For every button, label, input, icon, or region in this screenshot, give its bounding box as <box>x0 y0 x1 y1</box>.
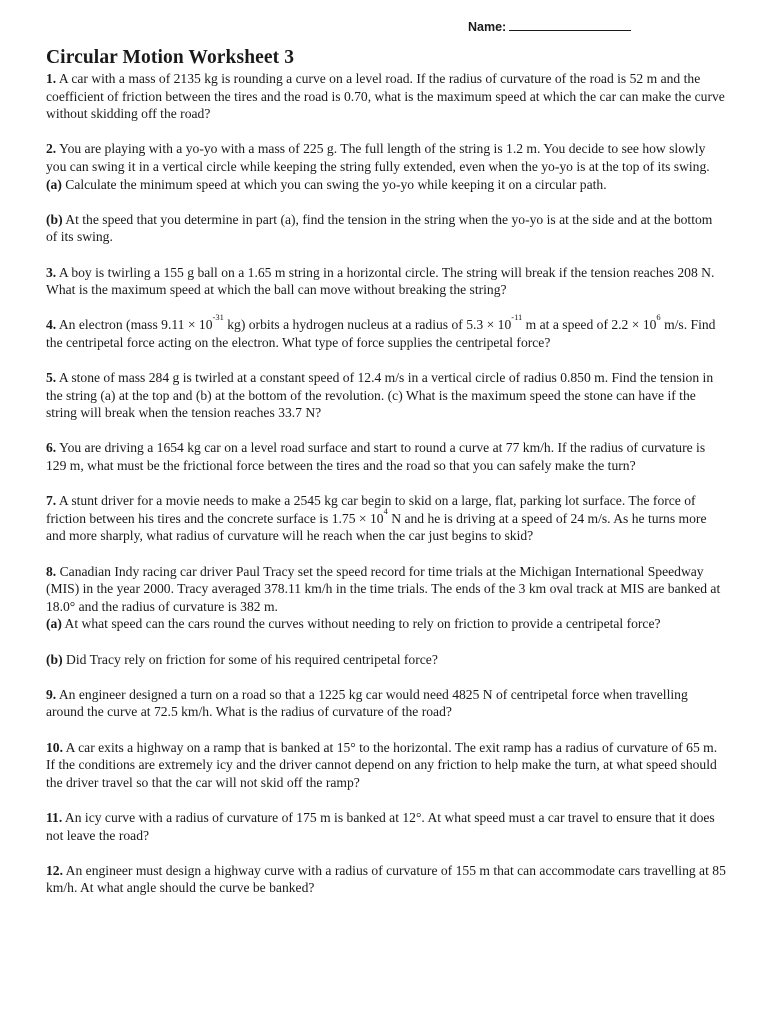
question-text: A car with a mass of 2135 kg is rounding a curve on a level road. If the radius of curvature of the road is 52 m and the coefficient of friction between the tires and the road is 0.70, what is the maximum speed at which the car can make the curve without skidding off the road? <box>46 71 725 122</box>
question-3 <box>46 264 726 299</box>
question-1 <box>46 70 726 123</box>
part-label: (a) <box>46 176 62 192</box>
question-number: 10. <box>46 739 63 755</box>
question-number: 11. <box>46 809 63 825</box>
question-2 <box>46 140 726 175</box>
question-text-part: A stunt driver for a movie needs to make a 2545 kg car begin to skid on a large, flat, parking lot surface. The force of friction between his tires and the concrete surface is 1.75 × 10 <box>46 493 696 526</box>
question-2-part-b <box>46 211 726 246</box>
part-text: At the speed that you determine in part (a), find the tension in the string when the yo-yo is at the side and at the bottom of its swing. <box>46 211 713 245</box>
exponent: 4 <box>383 505 388 516</box>
question-number: 6. <box>46 440 57 456</box>
question-text-part: An electron (mass 9.11 × 10 <box>58 317 213 333</box>
exponent: -11 <box>511 312 523 323</box>
question-2-part-a <box>46 176 726 194</box>
question-text: Canadian Indy racing car driver Paul Tracy set the speed record for time trials at the Michigan International Speedway (MIS) in the year 2000. Tracy averaged 378.11 km/h in the time trials. The ends of the 3 km oval track at MIS are banked at 18.0° and the radius of curvature is 382 m. <box>46 563 721 614</box>
question-4 <box>46 312 726 351</box>
question-11 <box>46 809 726 844</box>
question-number: 2. <box>46 141 57 157</box>
question-number: 3. <box>46 264 57 280</box>
worksheet-title: Circular Motion Worksheet 3 <box>46 47 295 68</box>
question-10 <box>46 739 726 792</box>
question-8 <box>46 563 726 616</box>
question-list <box>46 70 726 897</box>
question-number: 7. <box>46 493 57 509</box>
question-text: An engineer designed a turn on a road so that a 1225 kg car would need 4825 N of centripetal force when travelling around the curve at 72.5 km/h. What is the radius of curvature of the road? <box>46 686 688 720</box>
question-text: You are driving a 1654 kg car on a level road surface and start to round a curve at 77 km/h. If the radius of curvature is 129 m, what must be the frictional force between the tires and the road so that you can safely make the turn? <box>46 440 706 474</box>
question-text: A car exits a highway on a ramp that is banked at 15° to the horizontal. The exit ramp has a radius of curvature of 65 m. If the conditions are extremely icy and the driver cannot depend on any friction to help make the turn, at what speed should the driver travel so that the car will not skid off the ramp? <box>46 739 718 790</box>
question-8-part-a <box>46 615 726 633</box>
question-number: 8. <box>46 563 57 579</box>
question-number: 4. <box>46 317 57 333</box>
question-text: You are playing with a yo-yo with a mass of 225 g. The full length of the string is 1.2 m. You decide to see how slowly you can swing it in a vertical circle while keeping the string fully extended, even when the yo-yo is at the top of its swing. <box>46 141 710 174</box>
question-number: 12. <box>46 862 63 878</box>
question-text: An icy curve with a radius of curvature of 175 m is banked at 12°. At what speed must a car travel to ensure that it does not leave the road? <box>46 809 715 843</box>
question-text-part: kg) orbits a hydrogen nucleus at a radius of 5.3 × 10 <box>223 317 512 333</box>
part-label: (b) <box>46 211 63 227</box>
question-9 <box>46 686 726 721</box>
question-text-part: m at a speed of 2.2 × 10 <box>522 317 657 333</box>
question-8-part-b <box>46 651 726 669</box>
part-label: (a) <box>46 616 62 632</box>
question-text: An engineer must design a highway curve with a radius of curvature of 155 m that can accommodate cars travelling at 85 km/h. At what angle should the curve be banked? <box>46 862 726 896</box>
part-label: (b) <box>46 651 63 667</box>
part-text: At what speed can the cars round the curves without needing to rely on friction to provide a centripetal force? <box>64 616 661 632</box>
name-field <box>468 19 631 34</box>
question-text: A boy is twirling a 155 g ball on a 1.65 m string in a horizontal circle. The string will break if the tension reaches 208 N. What is the maximum speed at which the ball can move without breaking the string? <box>46 264 715 298</box>
exponent: -31 <box>212 312 224 323</box>
question-text: A stone of mass 284 g is twirled at a constant speed of 12.4 m/s in a vertical circle of radius 0.850 m. Find the tension in the string (a) at the top and (b) at the bottom of the revolution. (c) What is the maximum speed the stone can have if the string will break when the tension reaches 33.7 N? <box>46 370 714 421</box>
question-number: 1. <box>46 71 57 86</box>
question-12 <box>46 862 726 897</box>
question-5 <box>46 369 726 422</box>
question-number: 9. <box>46 686 57 702</box>
name-blank-line <box>509 19 631 31</box>
part-text: Did Tracy rely on friction for some of his required centripetal force? <box>66 651 438 667</box>
question-6 <box>46 439 726 474</box>
question-7 <box>46 492 726 545</box>
name-label: Name: <box>468 20 507 34</box>
exponent: 6 <box>656 312 661 323</box>
question-text-part: m/s. Find the centripetal force acting on the electron. What type of force supplies the centripetal force? <box>46 317 716 350</box>
part-text: Calculate the minimum speed at which you can swing the yo-yo while keeping it on a circular path. <box>65 176 607 192</box>
question-number: 5. <box>46 370 57 386</box>
question-text-part: N and he is driving at a speed of 24 m/s. As he turns more and more sharply, what radius of curvature will he reach when the car just begins to skid? <box>46 510 707 544</box>
